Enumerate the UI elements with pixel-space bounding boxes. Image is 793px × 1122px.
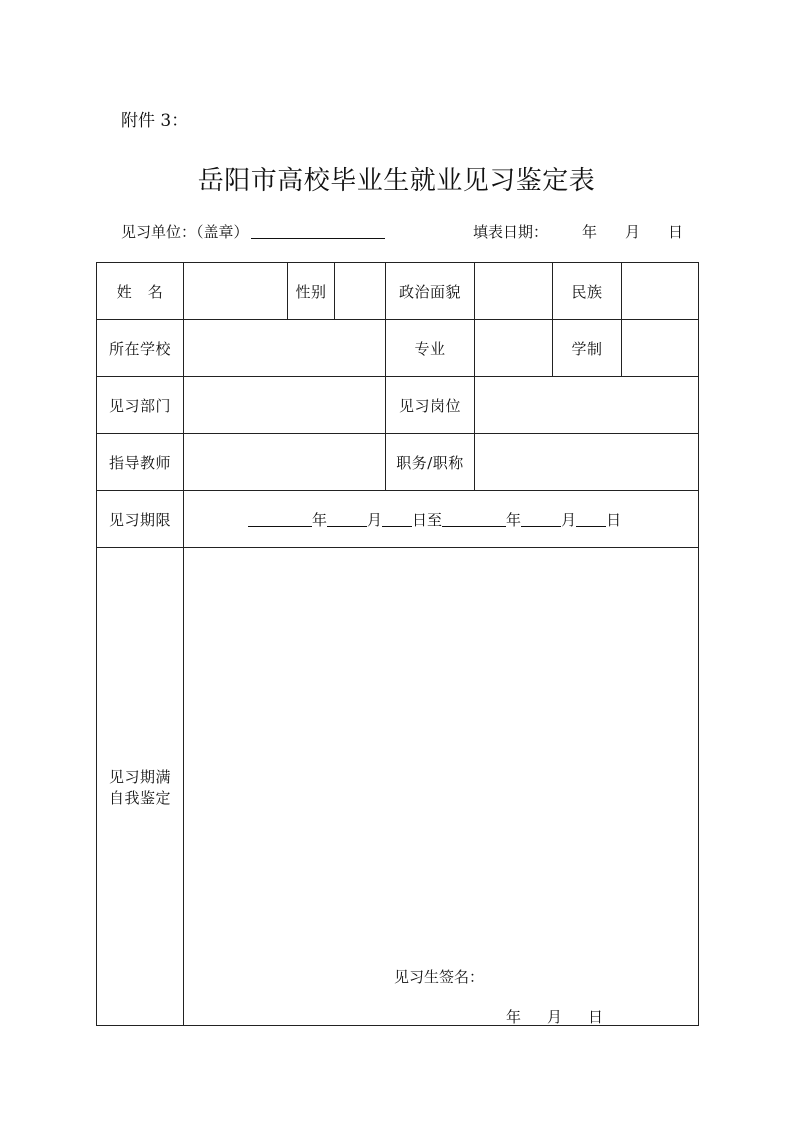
row-period — [97, 491, 699, 548]
appraisal-form-table — [96, 262, 699, 1026]
period-start-day-blank[interactable] — [382, 512, 412, 527]
fill-date — [473, 221, 683, 242]
name-label: 姓 名 — [97, 263, 184, 320]
period-end-month-blank[interactable] — [521, 512, 561, 527]
name-value-cell[interactable] — [184, 263, 288, 320]
ethnicity-label: 民族 — [553, 263, 622, 320]
attachment-label: 附件 3： — [121, 111, 189, 131]
signature-date-year: 年 — [506, 1008, 522, 1026]
fill-date-label: 填表日期： — [473, 223, 549, 241]
period-month2-text: 月 — [561, 510, 577, 529]
page-title: 岳阳市高校毕业生就业见习鉴定表 — [197, 166, 596, 196]
duration-label: 学制 — [553, 320, 622, 377]
gender-value-cell[interactable] — [335, 263, 386, 320]
signature-date-day: 日 — [588, 1008, 604, 1026]
row-school — [97, 320, 699, 377]
period-year-text: 年 — [312, 510, 328, 529]
major-value-cell[interactable] — [475, 320, 553, 377]
major-label: 专业 — [386, 320, 475, 377]
duration-value-cell[interactable] — [622, 320, 699, 377]
period-day-to-text: 日至 — [412, 510, 443, 529]
self-evaluation-label-line1: 见习期满 — [108, 767, 171, 786]
mentor-value-cell[interactable] — [184, 434, 386, 491]
fill-date-month: 月 — [625, 223, 641, 241]
unit-label: 见习单位：（盖章） — [121, 223, 249, 241]
gender-label: 性别 — [288, 263, 335, 320]
row-self-evaluation — [97, 548, 699, 1026]
period-start-year-blank[interactable] — [248, 512, 312, 527]
school-value-cell[interactable] — [184, 320, 386, 377]
signature-date-month: 月 — [547, 1008, 563, 1026]
signature-label: 见习生签名： — [394, 968, 485, 986]
row-department — [97, 377, 699, 434]
period-year2-text: 年 — [506, 510, 522, 529]
department-label: 见习部门 — [97, 377, 184, 434]
period-end-year-blank[interactable] — [442, 512, 506, 527]
position-value-cell[interactable] — [475, 377, 699, 434]
department-value-cell[interactable] — [184, 377, 386, 434]
period-start-month-blank[interactable] — [327, 512, 367, 527]
row-basic-info — [97, 263, 699, 320]
political-status-value-cell[interactable] — [475, 263, 553, 320]
period-value-cell[interactable] — [184, 491, 699, 548]
mentor-title-value-cell[interactable] — [475, 434, 699, 491]
unit-blank-line[interactable] — [251, 224, 385, 239]
self-evaluation-value-cell[interactable] — [184, 548, 699, 1026]
period-day2-text: 日 — [606, 510, 622, 529]
fill-date-year: 年 — [582, 223, 598, 241]
mentor-label: 指导教师 — [97, 434, 184, 491]
period-end-day-blank[interactable] — [576, 512, 606, 527]
row-mentor — [97, 434, 699, 491]
period-month-text: 月 — [367, 510, 383, 529]
fill-date-day: 日 — [668, 223, 684, 241]
political-status-label: 政治面貌 — [386, 263, 475, 320]
self-evaluation-label-line2: 自我鉴定 — [108, 788, 171, 807]
period-label: 见习期限 — [97, 491, 184, 548]
mentor-title-label: 职务/职称 — [386, 434, 475, 491]
school-label: 所在学校 — [97, 320, 184, 377]
self-evaluation-label — [97, 548, 184, 1026]
ethnicity-value-cell[interactable] — [622, 263, 699, 320]
unit-field — [121, 221, 385, 242]
position-label: 见习岗位 — [386, 377, 475, 434]
signature-date — [506, 1006, 629, 1027]
